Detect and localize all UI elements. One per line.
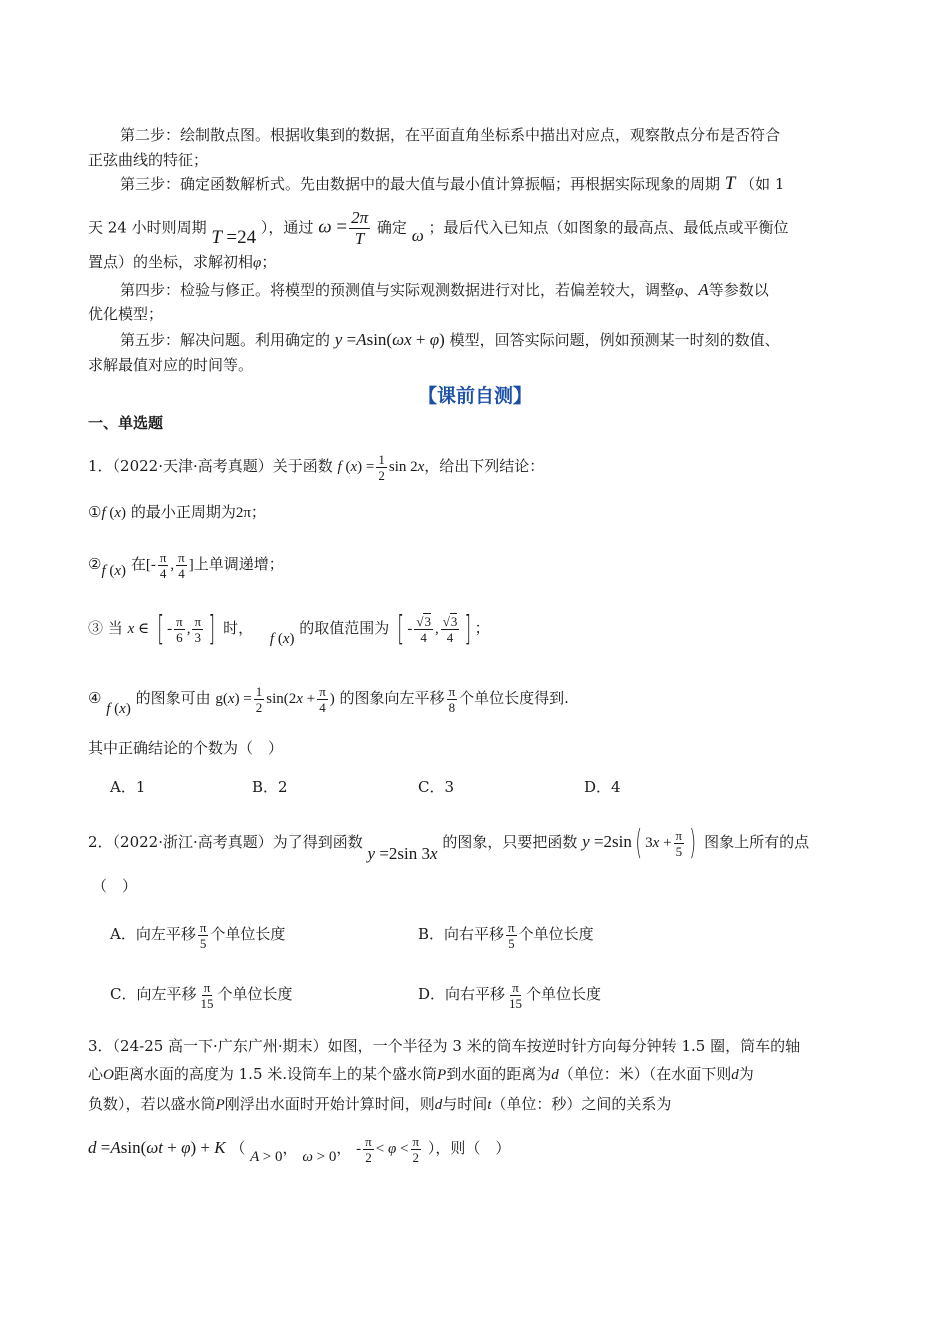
pi-over-2: $\frac{\pi}{2}$: [365, 1133, 372, 1165]
claim-marker: ④: [88, 689, 102, 707]
point-o: O: [103, 1067, 114, 1083]
q3-line3: [88, 1094, 671, 1115]
claim-text: 的图象可由: [135, 689, 211, 707]
var-d: d: [434, 1097, 443, 1113]
option-text-b: 个单位长度: [210, 925, 286, 943]
q1-stem-text: 1．（2022·天津·高考真题）关于函数: [88, 457, 333, 475]
f-of-x: f (x): [101, 563, 127, 579]
amplitude-symbol: A: [698, 280, 709, 299]
step3-text-b: ），通过: [260, 218, 314, 237]
var-t: t: [487, 1097, 492, 1113]
claim-end: ；: [474, 619, 490, 637]
q3-line2: [88, 1064, 754, 1085]
q3-text-j: （: [230, 1139, 246, 1157]
claim-text-b: 的取值范围为: [299, 619, 390, 637]
q2-option-c[interactable]: [110, 974, 293, 1014]
q3-model: d =Asin(ωt + φ) + K: [88, 1138, 226, 1157]
step4-text-b: 、: [683, 281, 699, 299]
omega-symbol: ω: [411, 225, 424, 245]
section-heading: 【课前自测】: [417, 385, 532, 407]
period-formula: T =24: [211, 226, 257, 248]
q3-sep: ，: [282, 1139, 298, 1157]
cond-omega: ω > 0: [302, 1149, 337, 1165]
f-of-x: f (x): [101, 505, 127, 521]
pi-over-4: $\frac{\pi}{4}$: [319, 683, 326, 715]
var-d: d: [731, 1067, 739, 1083]
claim-marker: ①: [88, 503, 102, 521]
q1-option-c[interactable]: C．3: [418, 778, 455, 796]
pi-over-5: $\frac{\pi}{5}$: [675, 827, 683, 859]
step4-line2: 优化模型；: [88, 305, 164, 323]
q3-text-f: 负数），若以盛水筒: [88, 1095, 216, 1113]
q3-text-d: （单位：米）（在水面下则: [558, 1065, 732, 1083]
q1-option-b[interactable]: B．2: [252, 778, 288, 796]
step3-line3: 置点）的坐标，求解初相φ；: [88, 253, 277, 271]
q1-stem: 1．（2022·天津·高考真题）关于函数 f (x) = $\frac{1}{2}$ sin 2x，给出下列结论：: [88, 451, 545, 483]
phi-symbol: φ: [253, 255, 262, 271]
step3-text-d: ；最后代入已知点（如图象的最高点、最低点或平衡位: [428, 218, 789, 237]
option-text-b: 个单位长度: [518, 925, 594, 943]
step3-text-tail: （如 1: [740, 175, 785, 193]
step4-text-a: 第四步：检验与修正。将模型的预测值与实际观测数据进行对比，若偏差较大，调整: [120, 281, 676, 299]
point-p: P: [215, 1097, 225, 1113]
period-symbol: T: [724, 173, 736, 194]
step3-text-c: 确定: [376, 218, 407, 237]
sqrt3-over-4: $\frac{√3}{4}$: [416, 613, 431, 645]
x-in: x ∈: [127, 621, 150, 637]
q2-paren: （ ）: [92, 877, 138, 895]
pi-over-6: $\frac{\pi}{6}$: [176, 613, 183, 645]
q3-text-e: 为: [738, 1065, 754, 1083]
q2-option-a[interactable]: [110, 914, 285, 954]
q3-sep: ，: [336, 1139, 352, 1157]
q2-option-b[interactable]: [418, 914, 594, 954]
phi-symbol: φ: [675, 283, 684, 299]
f-of-x: f (x): [106, 701, 131, 717]
q1-claim-2: ②f (x) 在[- $\frac{\pi}{4}$ , $\frac{\pi}{4}$ ]上单调递增；: [88, 549, 284, 581]
q2-stem-text: 2．（2022·浙江·高考真题）为了得到函数: [88, 833, 363, 851]
q1-claim-4: ④ f (x) 的图象可由 g(x) = $\frac{1}{2}$ sin(2x + $\frac{\pi}{4}$ ) 的图象向左平移 $\frac{\pi}{8}$ 个单位长度得到.: [88, 683, 569, 717]
pi-over-2: $\frac{\pi}{2}$: [412, 1133, 420, 1165]
step3-line2: [88, 208, 789, 249]
q2-option-d[interactable]: [418, 974, 601, 1014]
point-p: P: [437, 1067, 447, 1083]
claim-end: ；: [250, 503, 266, 521]
q3-text-k: ），则（ ）: [427, 1139, 511, 1157]
q3-line1: 3．（24-25 高一下·广东广州·期末）如图，一个半径为 3 米的筒车按逆时针方向每分钟转 1.5 圈，筒车的轴: [88, 1037, 801, 1055]
q3-text-c: 到水面的距离为: [446, 1065, 552, 1083]
step5-line1: [120, 330, 780, 350]
q2-stem: 2．（2022·浙江·高考真题）为了得到函数 y =2sin 3x 的图象，只要把函数 y =2sin( 3x + $\frac{\pi}{5}$ ) 图象上所有的点: [88, 823, 810, 863]
half-fraction: $\frac{1}{2}$: [255, 683, 263, 715]
claim-text-c: 个单位长度得到.: [459, 689, 569, 707]
omega-formula: ω =: [318, 216, 348, 238]
model-formula: y =Asin(ωx + φ): [334, 330, 445, 349]
step2-line1: 第二步：绘制散点图。根据收集到的数据，在平面直角坐标系中描出对应点，观察散点分布是否符合: [120, 126, 781, 144]
step5-line2: 求解最值对应的时间等。: [88, 356, 254, 374]
omega-fraction: $\frac{2\pi}{T}$: [351, 208, 369, 248]
option-text-b: 个单位长度: [526, 985, 602, 1003]
q1-claim-1: ①f (x) 的最小正周期为2π；: [88, 503, 266, 521]
step5-text-a: 第五步：解决问题。利用确定的: [120, 331, 331, 349]
target-function: y =2sin 3x: [367, 844, 438, 863]
step3-text-a: 天 24 小时则周期: [88, 218, 207, 237]
step4-text-c: 等参数以: [708, 281, 769, 299]
claim-text: 在: [130, 555, 146, 573]
q3-text-i: （单位：秒）之间的关系为: [491, 1095, 672, 1113]
q3-text-g: 刚浮出水面时开始计算时间，则: [224, 1095, 435, 1113]
q2-stem-text-c: 图象上所有的点: [704, 833, 810, 851]
pi-over-4: $\frac{\pi}{4}$: [159, 549, 167, 581]
step2-line2: 正弦曲线的特征；: [88, 151, 209, 169]
q1-option-d[interactable]: D．4: [584, 778, 621, 796]
q3-text-b: 距离水面的高度为 1.5 米.设筒车上的某个盛水筒: [113, 1065, 438, 1083]
g-function: g(: [215, 691, 228, 707]
q1-option-a[interactable]: A．1: [110, 778, 146, 796]
half-fraction: $\frac{1}{2}$: [378, 451, 385, 483]
option-text: B．向右平移: [418, 925, 505, 943]
step3-text: 第三步：确定函数解析式。先由数据中的最大值与最小值计算振幅；再根据实际现象的周期: [120, 175, 721, 193]
f-of-x: f (x): [269, 631, 295, 647]
step3-text-e: 置点）的坐标，求解初相: [88, 253, 254, 271]
q2-stem-text-b: 的图象，只要把函数: [442, 833, 578, 851]
step5-text-b: 模型，回答实际问题，例如预测某一时刻的数值、: [449, 331, 780, 349]
claim-marker: ③ 当: [88, 619, 123, 637]
pi-over-8: $\frac{\pi}{8}$: [448, 683, 456, 715]
q3-text-a: 心: [88, 1065, 104, 1083]
q3-text-h: 与时间: [442, 1095, 488, 1113]
option-text: C．向左平移: [110, 985, 197, 1003]
pi-over-15: $\frac{\pi}{15}$: [509, 979, 523, 1011]
q1-stem-text-b: ，给出下列结论：: [424, 457, 545, 475]
q1-ask: 其中正确结论的个数为（ ）: [88, 739, 284, 757]
claim-text-b: 上单调递增；: [193, 555, 284, 573]
sqrt3-over-4: $\frac{√3}{4}$: [442, 613, 458, 645]
var-d: d: [551, 1067, 559, 1083]
section-title: 一、单选题: [88, 414, 164, 432]
claim-text: 时，: [223, 619, 254, 637]
q3-line4: d =Asin(ωt + φ) + K （ A > 0， ω > 0， - $\frac{\pi}{2}$ < φ < $\frac{\pi}{2}$ ），则（ ）: [88, 1133, 511, 1165]
pi-over-5: $\frac{\pi}{5}$: [508, 919, 515, 951]
pi-over-5: $\frac{\pi}{5}$: [199, 919, 207, 951]
claim-text: 的最小正周期为: [130, 503, 236, 521]
pi-over-3: $\frac{\pi}{3}$: [194, 613, 202, 645]
step4-line1: [120, 280, 769, 301]
claim-marker: ②: [88, 555, 102, 573]
option-text-b: 个单位长度: [217, 985, 293, 1003]
q1-claim-3: ③ 当 x ∈ [ - $\frac{\pi}{6}$ , $\frac{\pi}{3}$ ] 时， f (x) 的取值范围为 [ - $\frac{√3}{4}$ , $\frac{√3}{4}$ ] ；: [88, 609, 490, 649]
claim-text-b: 的图象向左平移: [339, 689, 445, 707]
option-text: A．向左平移: [110, 925, 196, 943]
q1-function: f (x) =: [337, 459, 375, 475]
cond-a: A > 0: [250, 1149, 283, 1165]
step3-line1: [120, 174, 784, 194]
option-text: D．向右平移: [418, 985, 506, 1003]
pi-over-4: $\frac{\pi}{4}$: [178, 549, 185, 581]
pi-over-15: $\frac{\pi}{15}$: [200, 979, 214, 1011]
source-function: y =2sin: [582, 832, 632, 851]
